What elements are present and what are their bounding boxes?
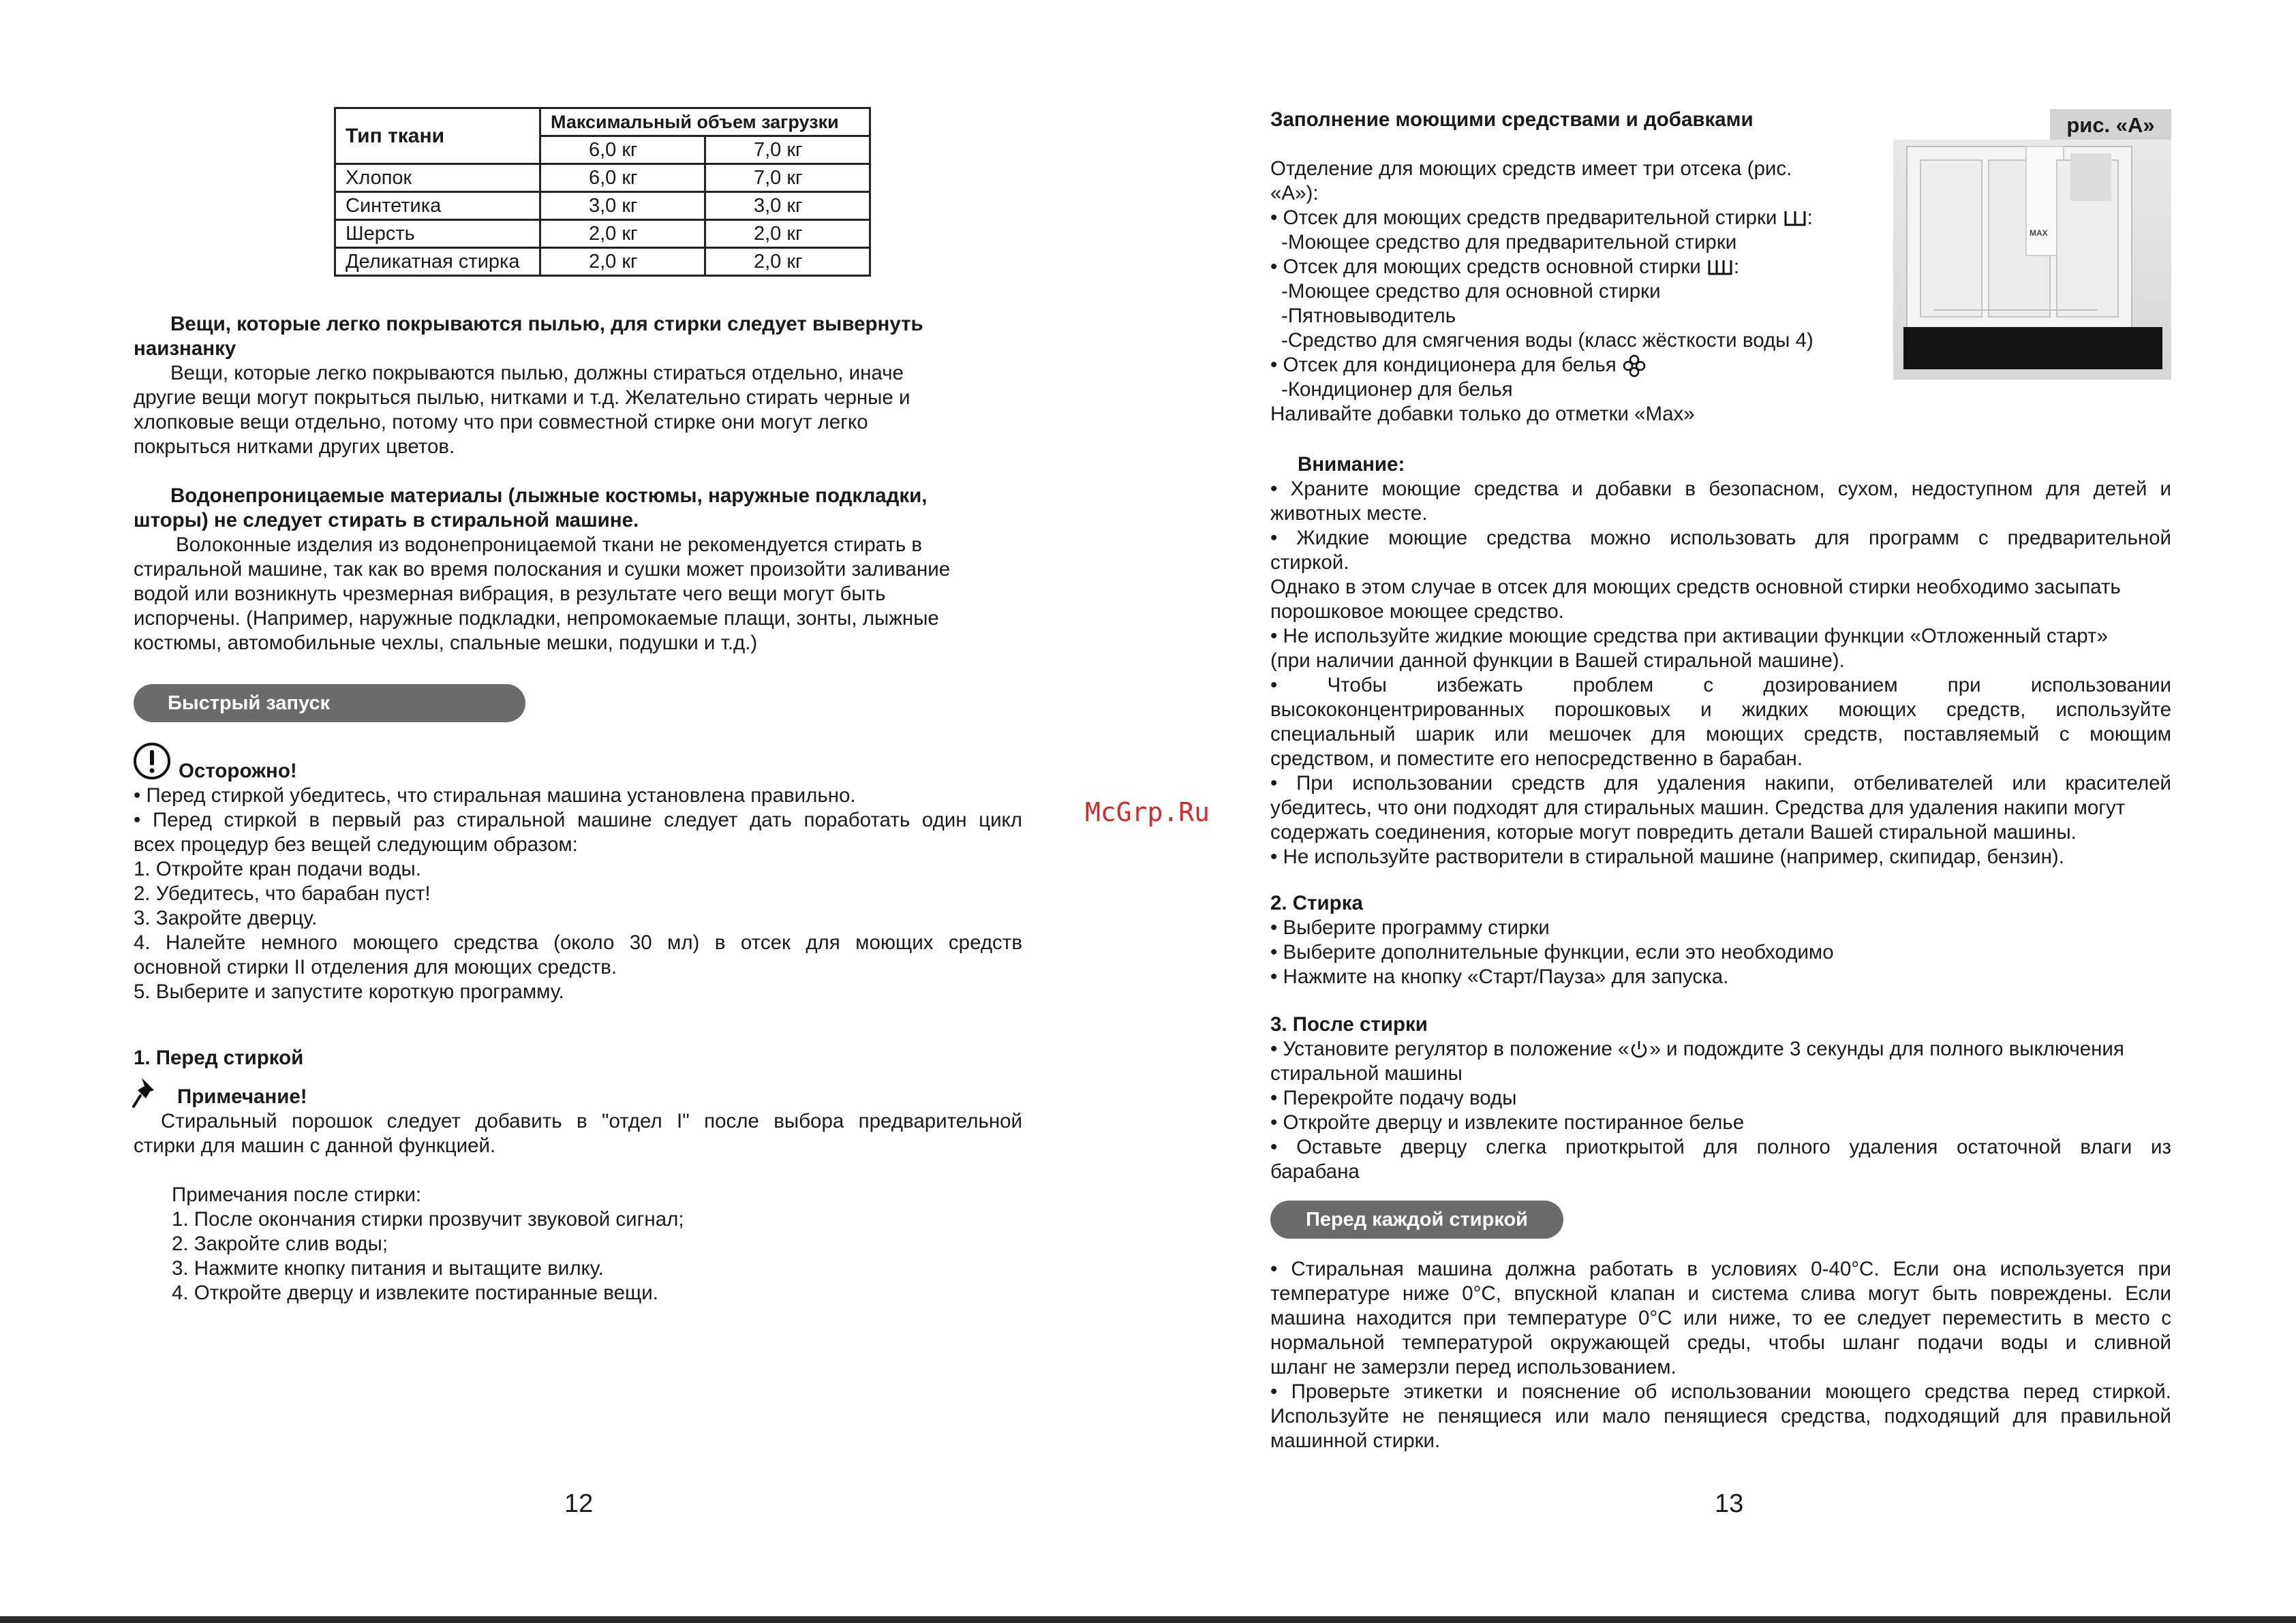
attention-line: • Чтобы избежать проблем с дозированием при использовании [1270, 674, 2171, 696]
col-max-load: Максимальный объем загрузки [540, 108, 870, 136]
softener-compartment-text: • Отсек для кондиционера для белья [1270, 354, 1617, 376]
after-wash-line: • Оставьте дверцу слегка приоткрытой для полного удаления остаточной влаги из [1270, 1136, 2171, 1158]
fill-line: • Отсек для моющих средств предварительной стирки : [1270, 206, 1813, 229]
cell-load-b: 7,0 кг [705, 164, 870, 192]
mainwash-compartment-icon [1706, 258, 1734, 278]
after-wash-line: барабана [1270, 1160, 1360, 1183]
waterproof-heading-1: Водонепроницаемые материалы (лыжные костюмы, наружные подкладки, [170, 484, 928, 507]
cell-load-a: 2,0 кг [540, 220, 705, 248]
fill-heading: Заполнение моющими средствами и добавками [1270, 108, 1754, 131]
fill-line: • Отсек для моющих средств основной стирки : [1270, 256, 1740, 278]
mainwash-compartment-text: • Отсек для моющих средств основной стирки [1270, 256, 1701, 278]
each-wash-line: шланг не замерзли перед использованием. [1270, 1356, 1677, 1378]
waterproof-heading-2: шторы) не следует стирать в стиральной машине. [134, 509, 639, 531]
after-wash-line [1270, 1037, 2124, 1062]
prewash-compartment-icon [1783, 208, 1807, 229]
table-row [335, 220, 870, 248]
caution-line: • Перед стиркой убедитесь, что стиральная машина установлена правильно. [134, 784, 856, 807]
table-row [335, 164, 870, 192]
attention-line: стиркой. [1270, 551, 1349, 574]
col-sub-6kg: 6,0 кг [540, 136, 705, 164]
note-line: стирки для машин с данной функцией. [134, 1134, 496, 1157]
attention-line: • Храните моющие средства и добавки в безопасном, сухом, недоступном для детей и [1270, 478, 2171, 500]
each-wash-line: машинной стирки. [1270, 1429, 1441, 1452]
wash-line: • Выберите программу стирки [1270, 916, 1550, 939]
fill-line: Наливайте добавки только до отметки «Max» [1270, 403, 1695, 425]
table-row [335, 248, 870, 276]
fill-line: -Кондиционер для белья [1281, 378, 1513, 401]
flower-softener-icon [1622, 354, 1647, 378]
each-wash-line: Используйте не пенящиеся или мало пенящиеся средства, подходящий для правильной [1270, 1405, 2171, 1427]
quick-start-banner: Быстрый запуск [134, 684, 525, 722]
bottom-border [0, 1616, 2296, 1623]
dust-paragraph-line: хлопковые вещи отдельно, потому что при совместной стирке они могут легко [134, 411, 868, 433]
attention-line: животных месте. [1270, 502, 1428, 525]
cell-load-a: 3,0 кг [540, 192, 705, 220]
cell-fabric: Шерсть [335, 220, 540, 248]
each-wash-line: нормальной температурой окружающей среды, чтобы шланг подачи воды и сливной [1270, 1331, 2171, 1354]
caution-title: Осторожно! [179, 760, 297, 782]
waterproof-paragraph-line: Волоконные изделия из водонепроницаемой ткани не рекомендуется стирать в [176, 534, 923, 556]
after-notes-item: 4. Откройте дверцу и извлеките постиранные вещи. [172, 1282, 658, 1304]
fill-line: -Пятновыводитель [1281, 305, 1456, 327]
figure-max-mark: MAX [2030, 228, 2048, 238]
after-wash-line: • Перекройте подачу воды [1270, 1087, 1517, 1109]
attention-line: средством, и поместите его непосредственно в барабан. [1270, 747, 1803, 770]
attention-line: порошковое моющее средство. [1270, 600, 1564, 623]
after-notes-item: 3. Нажмите кнопку питания и вытащите вилку. [172, 1257, 604, 1280]
fill-line: -Моющее средство для основной стирки [1281, 280, 1661, 303]
after-notes-title: Примечания после стирки: [172, 1184, 422, 1206]
caution-line: • Перед стиркой в первый раз стиральной машине следует дать поработать один цикл [134, 809, 1022, 831]
dust-paragraph-line: Вещи, которые легко покрываются пылью, должны стираться отдельно, иначе [170, 362, 904, 384]
before-wash-heading: 1. Перед стиркой [134, 1047, 304, 1069]
attention-line: убедитесь, что они подходят для стиральных машин. Средства для удаления накипи могут [1270, 797, 2126, 819]
table-header-row [335, 108, 870, 136]
cell-fabric: Деликатная стирка [335, 248, 540, 276]
each-wash-line: • Стиральная машина должна работать в условиях 0-40°C. Если она используется при [1270, 1258, 2171, 1280]
dust-paragraph-line: другие вещи могут покрыться пылью, нитками и т.д. Желательно стирать черные и [134, 386, 910, 409]
caution-step: основной стирки II отделения для моющих средств. [134, 956, 617, 978]
attention-line: высококонцентрированных порошковых и жидких моющих средств, используйте [1270, 698, 2171, 721]
after-wash-heading: 3. После стирки [1270, 1013, 1428, 1036]
caution-step: 4. Налейте немного моющего средства (около 30 мл) в отсек для моющих средств [134, 931, 1022, 954]
attention-line: (при наличии данной функции в Вашей стиральной машине). [1270, 649, 1845, 672]
attention-line: • Жидкие моющие средства можно использовать для программ с предварительной [1270, 527, 2171, 549]
attention-line: • При использовании средств для удаления накипи, отбеливателей или красителей [1270, 772, 2171, 794]
wash-heading: 2. Стирка [1270, 892, 1363, 914]
each-wash-line: • Проверьте этикетки и пояснение об использовании моющего средства перед стиркой. [1270, 1380, 2171, 1403]
col-fabric-type: Тип ткани [335, 108, 540, 164]
waterproof-paragraph-line: испорчены. (Например, наружные подкладки, непромокаемые плащи, зонты, лыжные [134, 607, 939, 630]
waterproof-paragraph-line: стиральной машине, так как во время полоскания и сушки может произойти заливание [134, 558, 951, 581]
caution-step: 5. Выберите и запустите короткую программу. [134, 980, 564, 1003]
cell-load-b: 2,0 кг [705, 248, 870, 276]
watermark: McGrp.Ru [1085, 797, 1210, 827]
fill-line: -Моющее средство для предварительной стирки [1281, 231, 1737, 253]
wash-line: • Выберите дополнительные функции, если это необходимо [1270, 941, 1834, 963]
page-number-left: 12 [564, 1489, 594, 1518]
after-wash-line-end: » и подождите 3 секунды для полного выключения [1649, 1038, 2124, 1060]
each-wash-line: температуре ниже 0°C, впускной клапан и система слива могут быть повреждены. Если [1270, 1282, 2171, 1305]
load-table [334, 107, 871, 277]
waterproof-paragraph-line: водой или возникнуть чрезмерная вибрация, в результате чего вещи могут быть [134, 583, 886, 605]
attention-line: • Не используйте жидкие моющие средства при активации функции «Отложенный старт» [1270, 625, 2108, 647]
col-sub-7kg: 7,0 кг [705, 136, 870, 164]
fill-line: «А»): [1270, 182, 1319, 204]
dust-heading-2: наизнанку [134, 337, 236, 360]
after-notes-item: 2. Закройте слив воды; [172, 1233, 388, 1255]
each-wash-banner: Перед каждой стиркой [1270, 1201, 1563, 1239]
waterproof-paragraph-line: костюмы, автомобильные чехлы, спальные мешки, подушки и т.д.) [134, 632, 758, 654]
wash-line: • Нажмите на кнопку «Старт/Пауза» для запуска. [1270, 965, 1729, 988]
note-title: Примечание! [177, 1085, 307, 1108]
cell-load-a: 2,0 кг [540, 248, 705, 276]
attention-line: Однако в этом случае в отсек для моющих средств основной стирки необходимо засыпать [1270, 576, 2121, 598]
warning-icon [132, 741, 172, 781]
caution-line: всех процедур без вещей следующим образом: [134, 833, 578, 856]
detergent-drawer-figure [1893, 140, 2171, 380]
each-wash-line: машина находится при температуре 0°C или ниже, то ее следует переместить в место с [1270, 1307, 2171, 1329]
cell-load-b: 3,0 кг [705, 192, 870, 220]
caution-step: 1. Откройте кран подачи воды. [134, 858, 421, 880]
fill-line: -Средство для смягчения воды (класс жёсткости воды 4) [1281, 329, 1813, 352]
after-wash-line: • Откройте дверцу и извлеките постиранное белье [1270, 1111, 1745, 1134]
dust-paragraph-line: покрыться нитками других цветов. [134, 435, 455, 458]
attention-line: • Не используйте растворители в стиральной машине (например, скипидар, бензин). [1270, 846, 2064, 868]
fill-line: Отделение для моющих средств имеет три отсека (рис. [1270, 157, 1792, 180]
cell-fabric: Хлопок [335, 164, 540, 192]
cell-load-a: 6,0 кг [540, 164, 705, 192]
detergent-drawer-illustration [1893, 140, 2171, 380]
attention-line: содержать соединения, которые могут повредить детали Вашей стиральной машины. [1270, 821, 2077, 844]
fill-line [1270, 353, 1647, 378]
power-icon [1629, 1039, 1649, 1061]
after-notes-item: 1. После окончания стирки прозвучит звуковой сигнал; [172, 1208, 684, 1231]
cell-fabric: Синтетика [335, 192, 540, 220]
attention-line: специальный шарик или мешочек для моющих средств, поставляемый с моющим [1270, 723, 2171, 745]
after-wash-line-start: • Установите регулятор в положение « [1270, 1038, 1629, 1060]
note-line: Стиральный порошок следует добавить в "отдел I" после выбора предварительной [161, 1110, 1022, 1132]
after-wash-line: стиральной машины [1270, 1062, 1463, 1085]
dust-heading-1: Вещи, которые легко покрываются пылью, для стирки следует вывернуть [170, 313, 923, 335]
table-row [335, 192, 870, 220]
caution-step: 2. Убедитесь, что барабан пуст! [134, 882, 431, 905]
pushpin-icon [131, 1075, 164, 1111]
attention-title: Внимание: [1298, 453, 1405, 476]
prewash-compartment-text: • Отсек для моющих средств предварительной стирки [1270, 206, 1777, 229]
page-number-right: 13 [1715, 1489, 1744, 1518]
cell-load-b: 2,0 кг [705, 220, 870, 248]
figure-label: рис. «А» [2050, 109, 2171, 142]
caution-step: 3. Закройте дверцу. [134, 907, 318, 929]
